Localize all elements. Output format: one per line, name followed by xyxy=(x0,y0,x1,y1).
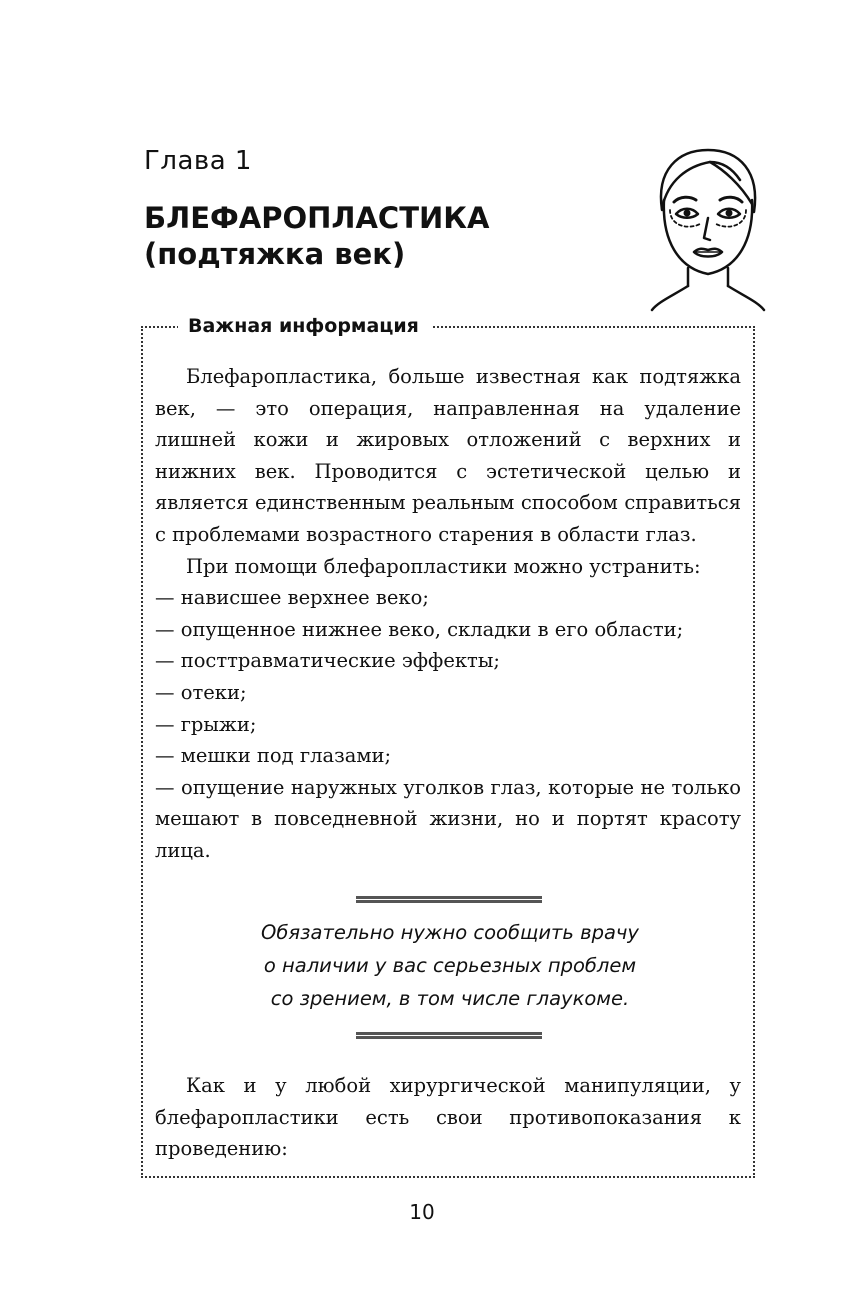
warning-note xyxy=(200,916,700,1015)
info-box-heading: Важная информация xyxy=(178,312,431,340)
chapter-title-subtitle: (подтяжка век) xyxy=(144,237,406,271)
note-divider-bottom xyxy=(356,1032,542,1039)
woman-face-eyes-icon xyxy=(648,140,768,315)
chapter-label: Глава 1 xyxy=(144,146,252,176)
list-item: — нависшее верхнее веко; xyxy=(155,586,429,610)
list-item: — отеки; xyxy=(155,680,247,704)
note-line: о наличии у вас серьезных проблем xyxy=(263,954,637,977)
list-item: — мешки под глазами; xyxy=(155,744,392,768)
chapter-title-main: БЛЕФАРОПЛАСТИКА xyxy=(144,201,490,235)
note-line: Обязательно нужно сообщить врачу xyxy=(261,921,639,944)
list-item: — опущение наружных уголков глаз, которые не только мешают в повседневной жизни, но и портят красоту лица. xyxy=(155,775,741,862)
paragraph-contraindications: Как и у любой хирургической манипуляции, у блефаропластики есть свои противопоказания к проведению: xyxy=(155,1074,741,1161)
list-item: — грыжи; xyxy=(155,712,257,736)
note-divider-top xyxy=(356,896,542,903)
chapter-title xyxy=(144,200,489,272)
paragraph-list-intro: При помощи блефаропластики можно устранить: xyxy=(186,554,701,578)
note-line: со зрением, в том числе глаукоме. xyxy=(270,987,630,1010)
list-item: — опущенное нижнее веко, складки в его области; xyxy=(155,617,684,641)
page-number: 10 xyxy=(409,1200,435,1224)
paragraph-intro: Блефаропластика, больше известная как подтяжка век, — это операция, направленная на удаление лишней кожи и жировых отложений с верхних и нижних век. Проводится с эстетической целью и является единственным реальным способом справиться с проблемами возрастного старения в области глаз. xyxy=(155,365,741,546)
info-box-body xyxy=(155,361,741,867)
info-box-body-continued xyxy=(155,1070,741,1165)
list-item: — посттравматические эффекты; xyxy=(155,649,500,673)
